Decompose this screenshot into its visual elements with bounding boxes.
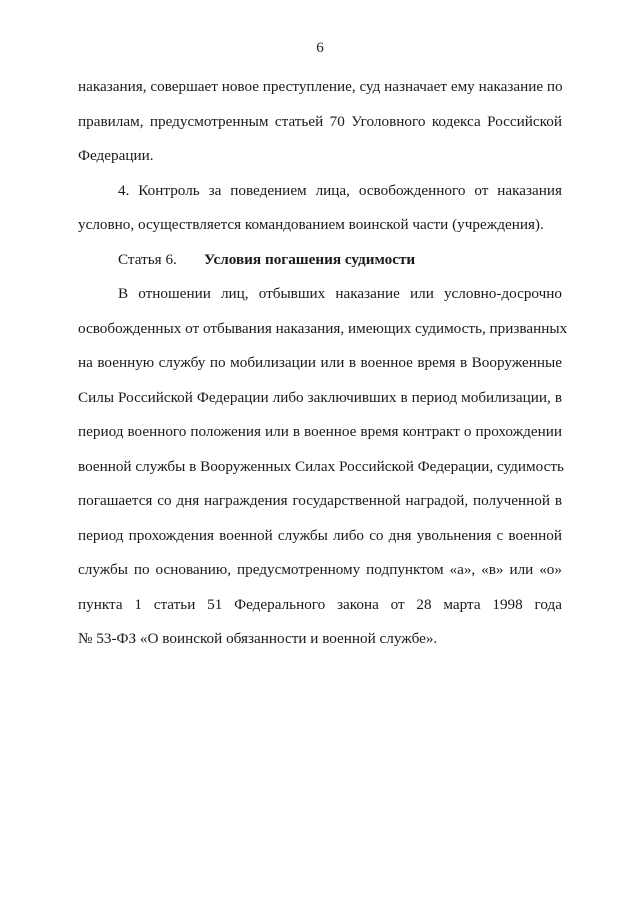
text-line: Силы Российской Федерации либо заключивших в период мобилизации, в: [78, 388, 562, 406]
text-line: условно, осуществляется командованием воинской части (учреждения).: [78, 216, 544, 233]
paragraph-continuation: [78, 70, 562, 174]
article-heading: [78, 243, 562, 278]
text-line: на военную службу по мобилизации или в военное время в Вооруженные: [78, 354, 562, 371]
text-line: Федерации.: [78, 147, 154, 164]
text-line: период военного положения или в военное время контракт о прохождении: [78, 423, 562, 440]
text-line: № 53-ФЗ «О воинской обязанности и военной службе».: [78, 630, 438, 647]
text-line: 4. Контроль за поведением лица, освобожденного от наказания: [118, 181, 562, 199]
article-number: Статья 6.: [118, 250, 177, 268]
paragraph-item-4: [78, 174, 562, 243]
paragraph-article-6: [78, 277, 568, 657]
text-line: наказания, совершает новое преступление, суд назначает ему наказание по: [78, 78, 563, 95]
text-line: период прохождения военной службы либо со дня увольнения с военной: [78, 526, 562, 544]
text-line: погашается со дня награждения государственной наградой, полученной в: [78, 492, 562, 509]
page-number: 6: [316, 40, 324, 56]
document-body: [78, 70, 568, 657]
text-line: пункта 1 статьи 51 Федерального закона от 28 марта 1998 года: [78, 595, 562, 613]
text-line: освобожденных от отбывания наказания, имеющих судимость, призванных: [78, 319, 568, 337]
article-title: Условия погашения судимости: [204, 250, 416, 268]
text-line: правилам, предусмотренным статьей 70 Уголовного кодекса Российской: [78, 112, 562, 130]
text-line: В отношении лиц, отбывших наказание или условно-досрочно: [118, 285, 562, 302]
text-line: службы по основанию, предусмотренному подпунктом «а», «в» или «о»: [78, 561, 562, 578]
text-line: военной службы в Вооруженных Силах Российской Федерации, судимость: [78, 457, 564, 475]
